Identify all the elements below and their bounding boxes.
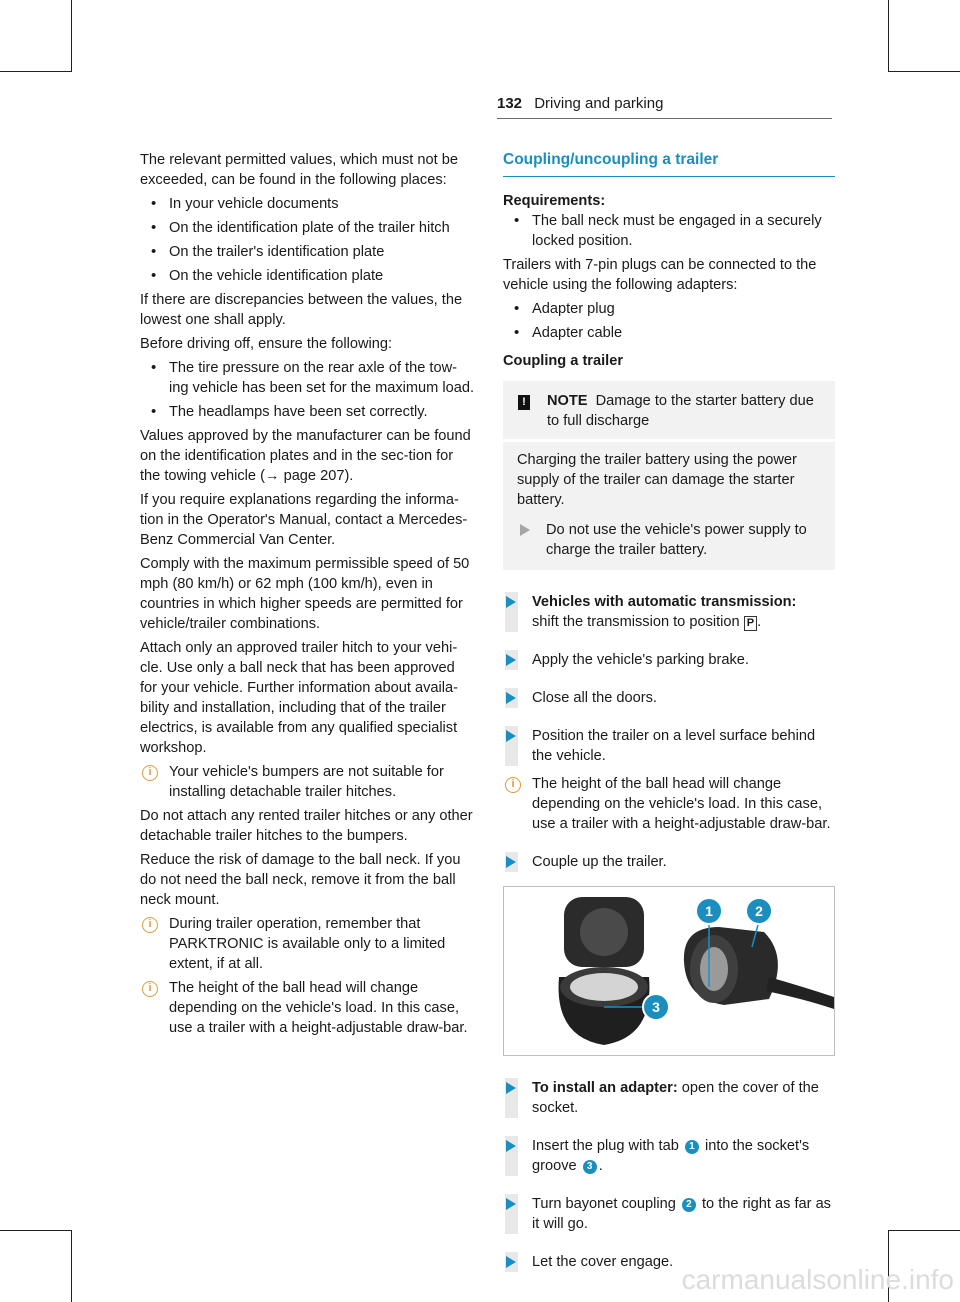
- requirements-list: [503, 211, 835, 251]
- step-text: into the socket's groove: [532, 1138, 810, 1174]
- paragraph: Values approved by the manufacturer can be found on the identification plates and in the sec-tion for the towing vehicle (→ page 207).: [140, 428, 471, 484]
- step-text: Let the cover engage.: [532, 1254, 674, 1270]
- notice-header: [503, 381, 835, 442]
- callout-2-icon: 2: [682, 1198, 696, 1212]
- step-text: to the right as far as it will go.: [532, 1196, 831, 1232]
- paragraph: Trailers with 7-pin plugs can be connected to the vehicle using the following adapters:: [503, 257, 817, 293]
- list-item: • The ball neck must be engaged in a securely locked position.: [503, 211, 835, 251]
- info-icon: i: [142, 917, 158, 933]
- right-column: [503, 150, 835, 1290]
- notice-step: [517, 520, 821, 560]
- socket-cover-face: [580, 908, 628, 956]
- callout-3-icon: 3: [583, 1160, 597, 1174]
- notice-box: [503, 381, 835, 570]
- step: [503, 852, 835, 872]
- list-item: • On the trailer's identification plate: [140, 242, 475, 262]
- subheading: Coupling a trailer: [503, 353, 624, 369]
- crop-mark: [888, 0, 889, 72]
- arrow-icon: [505, 1078, 518, 1118]
- notice-label: NOTE: [547, 393, 588, 409]
- socket-plug-drawing: [504, 887, 834, 1055]
- step-text: Position the trailer on a level surface behind the vehicle.: [532, 728, 816, 764]
- paragraph: The relevant permitted values, which must not be exceeded, can be found in the following places:: [140, 152, 458, 188]
- paragraph: Reduce the risk of damage to the ball neck. If you do not need the ball neck, remove it from the ball neck mount.: [140, 852, 461, 908]
- step-text: Insert the plug with tab: [532, 1138, 679, 1154]
- list-item: • The headlamps have been set correctly.: [140, 402, 475, 422]
- callout-label: 1: [705, 903, 713, 919]
- page-number: 132: [497, 95, 523, 112]
- step: Vehicles with automatic transmission: shift the transmission to position P .: [503, 592, 835, 632]
- section-name: Driving and parking: [534, 95, 664, 112]
- list-item: • In your vehicle documents: [140, 194, 475, 214]
- list-item: • Adapter cable: [503, 323, 835, 343]
- crop-mark: [888, 1230, 960, 1231]
- crop-mark: [71, 1230, 72, 1302]
- callout-1-icon: 1: [685, 1140, 699, 1154]
- step: [503, 688, 835, 708]
- note-text: The height of the ball head will change depending on the vehicle's load. In this case, use a trailer with a height-adjustable draw-bar.: [169, 980, 468, 1036]
- plug-pins: [700, 947, 728, 991]
- requirements-title: Requirements:: [503, 193, 606, 209]
- socket-pins: [570, 973, 638, 1001]
- gear-p-icon: P: [744, 616, 757, 631]
- step-text: Turn bayonet coupling: [532, 1196, 676, 1212]
- paragraph: Comply with the maximum permissible speed of 50 mph (80 km/h) or 62 mph (100 km/h), even in countries in which higher speeds are permitted for vehicle/trailer combinations.: [140, 556, 470, 632]
- step-text: Apply the vehicle's parking brake.: [532, 652, 749, 668]
- step: [503, 726, 835, 766]
- info-note: [140, 978, 475, 1038]
- crop-mark: [0, 71, 72, 72]
- callout-label: 3: [652, 999, 660, 1015]
- arrow-icon: [505, 592, 518, 632]
- step: Insert the plug with tab 1 into the socket's groove 3 .: [503, 1136, 835, 1176]
- note-text: The height of the ball head will change depending on the vehicle's load. In this case, use a trailer with a height-adjustable draw-bar.: [532, 776, 831, 832]
- arrow-icon: [505, 1194, 518, 1234]
- step-text: open the cover of the socket.: [532, 1080, 819, 1116]
- adapter-illustration: [503, 886, 835, 1056]
- list-item: • On the vehicle identification plate: [140, 266, 475, 286]
- step-text: Couple up the trailer.: [532, 854, 667, 870]
- note-text: During trailer operation, remember that PARKTRONIC is available only to a limited extent, if at all.: [169, 916, 446, 972]
- arrow-icon: [505, 650, 518, 670]
- paragraph: Do not attach any rented trailer hitches or any other detachable trailer hitches to the bumpers.: [140, 808, 473, 844]
- step-bold: Vehicles with automatic transmission:: [532, 594, 797, 610]
- places-list: [140, 194, 475, 286]
- step: [503, 1078, 835, 1118]
- step-text: Close all the doors.: [532, 690, 657, 706]
- adapters-list: [503, 299, 835, 343]
- list-item: • The tire pressure on the rear axle of the tow-ing vehicle has been set for the maximum load.: [140, 358, 475, 398]
- page-header: [497, 95, 832, 119]
- list-item: • On the identification plate of the trailer hitch: [140, 218, 475, 238]
- step-text: shift the transmission to position: [532, 614, 740, 630]
- step: [503, 1194, 835, 1234]
- arrow-icon: [519, 520, 532, 560]
- info-icon: i: [142, 765, 158, 781]
- section-title: Coupling/uncoupling a trailer: [503, 150, 835, 177]
- paragraph: Attach only an approved trailer hitch to your vehi-cle. Use only a ball neck that has been approved for your vehicle. Further information about availa-bility and installation, including that of the trailer electrics, is available from any qualified specialist workshop.: [140, 640, 458, 756]
- checks-list: [140, 358, 475, 422]
- info-icon: i: [142, 981, 158, 997]
- step: [503, 650, 835, 670]
- arrow-icon: [505, 852, 518, 872]
- paragraph: Before driving off, ensure the following:: [140, 336, 393, 352]
- info-note: [503, 774, 835, 834]
- list-item: • Adapter plug: [503, 299, 835, 319]
- notice-text: Charging the trailer battery using the power supply of the trailer can damage the starter battery.: [517, 452, 797, 508]
- callout-label: 2: [755, 903, 763, 919]
- info-note: [140, 914, 475, 974]
- note-text: Your vehicle's bumpers are not suitable for installing detachable trailer hitches.: [169, 764, 444, 800]
- crop-mark: [888, 71, 960, 72]
- notice-body: [503, 442, 835, 570]
- info-note: [140, 762, 475, 802]
- arrow-icon: [505, 1252, 518, 1272]
- step-bold: To install an adapter:: [532, 1080, 678, 1096]
- notice-title: Damage to the starter battery due to full discharge: [547, 393, 814, 429]
- paragraph: If you require explanations regarding the informa-tion in the Operator's Manual, contact a Mercedes-Benz Commercial Van Center.: [140, 492, 468, 548]
- plug-cable: [766, 977, 834, 1009]
- left-column: [140, 150, 475, 1042]
- info-icon: i: [505, 777, 521, 793]
- arrow-icon: [505, 1136, 518, 1176]
- paragraph: If there are discrepancies between the values, the lowest one shall apply.: [140, 292, 463, 328]
- arrow-icon: [505, 688, 518, 708]
- watermark: carmanualsonline.info: [681, 1264, 954, 1295]
- step-text: Do not use the vehicle's power supply to charge the trailer battery.: [546, 522, 807, 558]
- crop-mark: [0, 1230, 72, 1231]
- arrow-icon: [505, 726, 518, 766]
- warning-icon: !: [518, 395, 530, 410]
- crop-mark: [71, 0, 72, 72]
